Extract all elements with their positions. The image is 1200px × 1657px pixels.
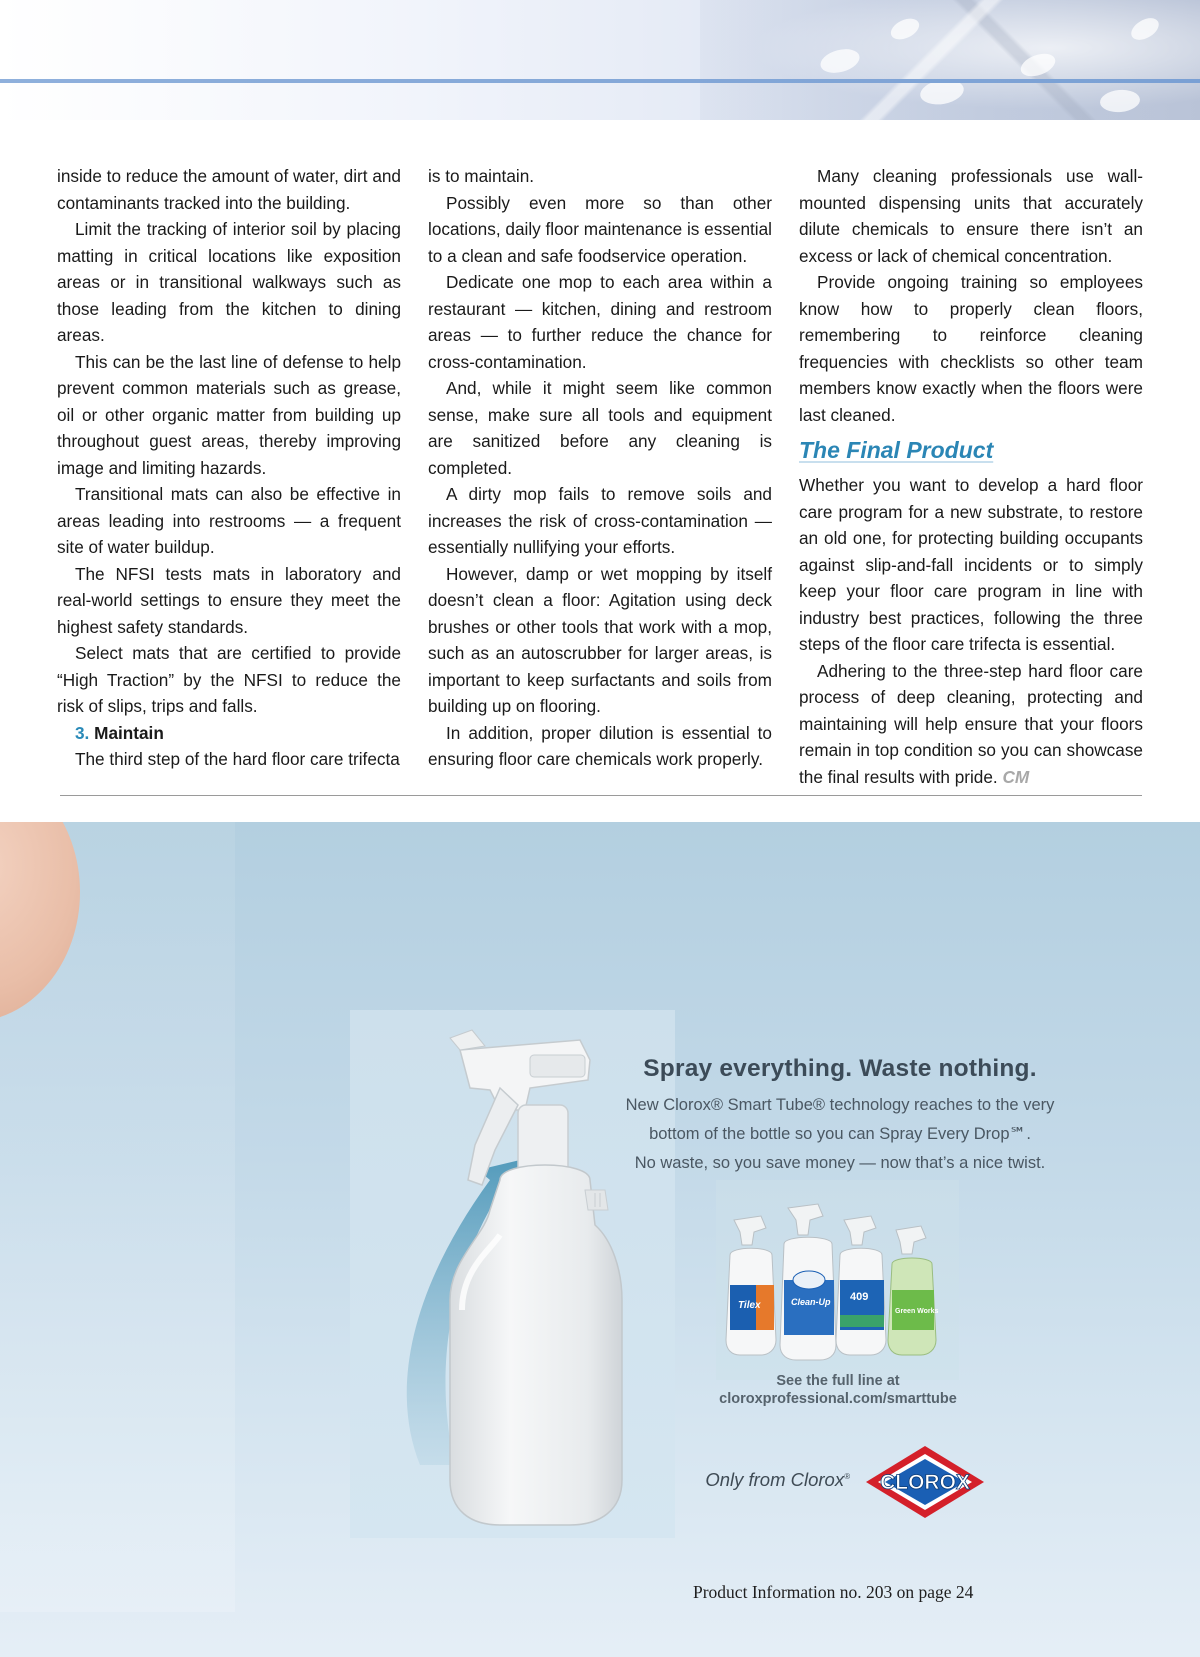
product-bottles-illustration [716, 1180, 959, 1380]
article-divider [60, 795, 1142, 796]
paragraph: Transitional mats can also be effective in areas leading into restrooms — a frequent site of water buildup. [57, 484, 401, 557]
step-title: Maintain [94, 722, 164, 743]
paragraph: Limit the tracking of interior soil by placing matting in critical locations like exposition areas or in transitional walkways such as those leading from the kitchen to dining areas. [57, 219, 401, 345]
section-heading: The Final Product [799, 437, 994, 463]
paragraph: The NFSI tests mats in laboratory and real-world settings to ensure they meet the highest safety standards. [57, 563, 401, 637]
product-bottle-4 [888, 1226, 939, 1355]
article-column-1 [57, 163, 401, 773]
product-bottle-2 [780, 1204, 836, 1360]
closing-paragraph [799, 658, 1143, 791]
paragraph: Many cleaning professionals use wall-mounted dispensing units that accurately dilute chemicals to ensure there isn’t an excess or lack of chemical concentration. [799, 166, 1143, 266]
product-bottle-1 [726, 1216, 776, 1355]
spray-bottle-photo [350, 1010, 675, 1538]
end-mark: CM [1002, 766, 1030, 787]
product-lineup-photo [716, 1180, 959, 1380]
ad-url-callout [688, 1372, 988, 1408]
ad-tagline-text: Only from Clorox [705, 1469, 845, 1490]
svg-text:Tilex: Tilex [738, 1300, 761, 1311]
paragraph: The third step of the hard floor care trifecta [75, 749, 400, 769]
paragraph: Whether you want to develop a hard floor care program for a new substrate, to restore an old one, for protecting building occupants against slip-and-fall incidents or to simply keep your floor care program in line with industry best practices, following the three steps of the floor care trifecta is essential. [799, 475, 1143, 654]
step-number: 3. [75, 722, 90, 743]
registered-mark: ® [844, 1471, 850, 1481]
ad-body-line: No waste, so you save money — now that’s a nice twist. [634, 1154, 1046, 1172]
ad-see-line: See the full line at [776, 1373, 900, 1389]
paragraph: A dirty mop fails to remove soils and increases the risk of cross-contamination — essentially nullifying your efforts. [428, 484, 772, 557]
product-bottle-3 [836, 1216, 886, 1355]
ad-tagline [660, 1469, 850, 1491]
ad-headline: Spray everything. Waste nothing. [643, 1055, 1037, 1082]
paragraph: Select mats that are certified to provide “High Traction” by the NFSI to reduce the risk of slips, trips and falls. [57, 643, 401, 716]
clorox-logo [860, 1442, 990, 1522]
svg-text:Clean-Up: Clean-Up [791, 1297, 831, 1307]
floor-tile-photo [700, 0, 1200, 120]
paragraph: is to maintain. [428, 166, 535, 186]
step-heading [57, 720, 401, 747]
svg-text:Green Works: Green Works [895, 1308, 939, 1315]
paragraph: Provide ongoing training so employees know how to properly clean floors, remembering to reinforce cleaning frequencies with checklists so other team members know exactly when the floors were last cleaned. [799, 272, 1143, 425]
article-column-3 [799, 163, 1143, 790]
paragraph: Possibly even more so than other locations, daily floor maintenance is essential to a clean and safe foodservice operation. [428, 192, 772, 266]
header-banner [0, 0, 1200, 120]
header-rule [0, 79, 1200, 83]
spray-bottle-illustration [350, 1010, 675, 1538]
article-column-2 [428, 163, 772, 773]
paragraph: And, while it might seem like common sense, make sure all tools and equipment are sanitized before any cleaning is completed. [428, 378, 772, 478]
closing-text: Adhering to the three-step hard floor care process of deep cleaning, protecting and maintaining will help ensure that your floors remain in top condition so you can showcase the final results with pride. [799, 660, 1143, 787]
ad-body-line: New Clorox® Smart Tube® technology reaches to the very [625, 1096, 1055, 1114]
paragraph: In addition, proper dilution is essential to ensuring floor care chemicals work properly. [428, 722, 772, 769]
ad-body-copy [600, 1091, 1080, 1178]
clorox-advertisement [0, 822, 1200, 1657]
svg-text:CLOROX: CLOROX [880, 1471, 970, 1494]
product-info-reference: Product Information no. 203 on page 24 [693, 1582, 974, 1602]
ad-url[interactable]: cloroxprofessional.com/smarttube [719, 1391, 957, 1407]
svg-text:409: 409 [850, 1291, 869, 1303]
paragraph: This can be the last line of defense to help prevent common materials such as grease, oil or other organic matter from building up throughout guest areas, thereby improving image and limiting hazards. [57, 351, 401, 478]
article-body [57, 163, 1143, 787]
paragraph: inside to reduce the amount of water, dirt and contaminants tracked into the building. [57, 166, 401, 213]
paragraph: Dedicate one mop to each area within a restaurant — kitchen, dining and restroom areas — to further reduce the chance for cross-contamination. [428, 272, 772, 372]
paragraph: However, damp or wet mopping by itself doesn’t clean a floor: Agitation using deck brushes or other tools that work with a mop, such as an autoscrubber for larger areas, is important to keep surfactants and soils from building up on flooring. [428, 563, 772, 716]
ad-body-line: bottom of the bottle so you can Spray Every Drop℠. [649, 1125, 1031, 1143]
